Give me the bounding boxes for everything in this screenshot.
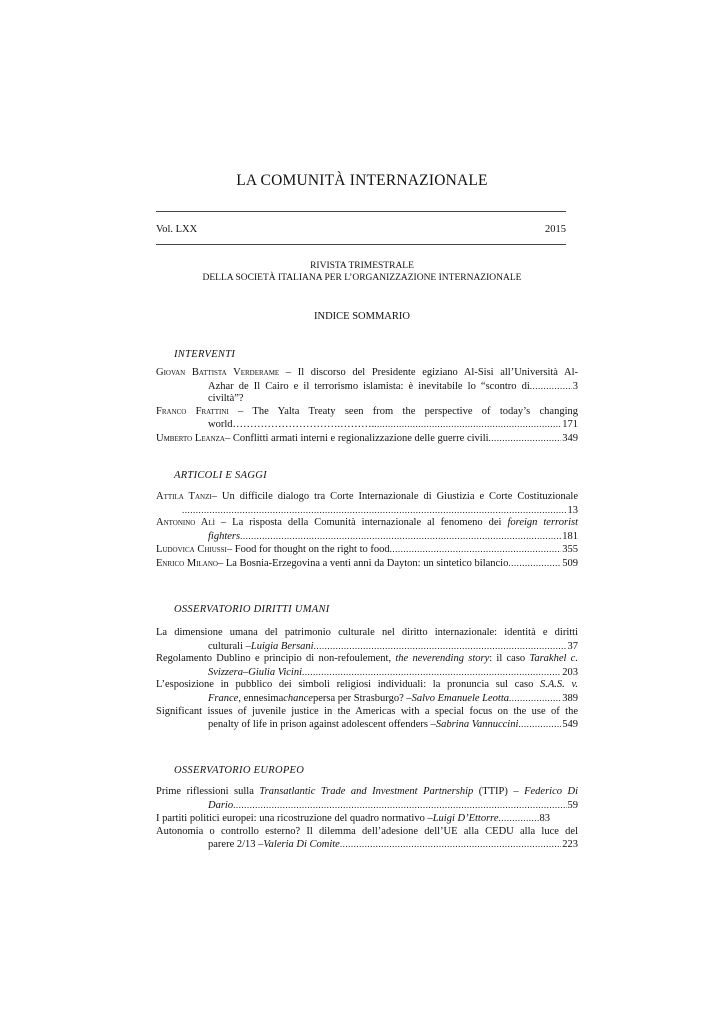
- volume-row: [156, 224, 566, 235]
- year: 2015: [545, 224, 566, 235]
- entry-text: – Food for thought on the right to food: [226, 544, 390, 556]
- page-number: 171: [562, 419, 578, 431]
- volume-number: Vol. LXX: [156, 224, 198, 235]
- entry-author: Giulia Vicini: [248, 666, 303, 678]
- toc-entry[interactable]: [156, 653, 578, 679]
- entry-text: culturali –: [208, 640, 251, 652]
- toc-entry[interactable]: [156, 491, 578, 517]
- toc-entry[interactable]: [156, 543, 578, 557]
- entry-text: – Conflitti armati interni e regionalizzazione delle guerre civili: [224, 432, 489, 444]
- entry-text: – La risposta della Comunità internazionale al fenomeno dei: [214, 517, 508, 529]
- toc-entry[interactable]: [156, 557, 578, 571]
- divider: [156, 244, 566, 245]
- toc-entry[interactable]: [156, 812, 578, 826]
- entry-text: –: [243, 666, 249, 678]
- page-number: 37: [567, 640, 578, 652]
- toc-entry[interactable]: [156, 706, 578, 732]
- entry-text: penalty of life in prison against adolescent offenders –: [208, 719, 436, 731]
- page-number: 349: [562, 432, 578, 444]
- entry-text: Tarakhel c.: [529, 653, 578, 665]
- entry-author: Ludovica Chiussi: [156, 544, 227, 556]
- page-number: 355: [562, 544, 578, 556]
- entry-author: Luigi D’Ettorre: [432, 813, 499, 825]
- subtitle-line: RIVISTA TRIMESTRALE: [310, 261, 414, 271]
- section-title: OSSERVATORIO DIRITTI UMANI: [174, 604, 330, 615]
- entry-text: France: [208, 692, 239, 704]
- entry-text: Autonomia o controllo esterno? Il dilemma dell’adesione dell’UE alla CEDU alla luce del: [156, 825, 578, 837]
- entry-text: I partiti politici europei: una ricostruzione del quadro normativo –: [156, 813, 433, 825]
- page-number: 181: [562, 530, 578, 542]
- entry-author: Salvo Emanuele Leotta: [411, 692, 510, 704]
- entry-author: Attila Tanzi: [156, 491, 212, 502]
- page-number: 203: [562, 666, 578, 678]
- entry-text: Azhar de Il Cairo e il terrorismo islamista: è inevitabile lo “scontro di civiltà”?: [208, 380, 530, 405]
- entry-author: Umberto Leanza: [156, 432, 225, 444]
- entry-text: parere 2/13 –: [208, 839, 264, 851]
- entry-text: – Il discorso del Presidente egiziano Al-Sisi all’Università Al-: [279, 367, 578, 378]
- entry-text: , ennesima: [238, 692, 284, 704]
- entry-text: Svizzera: [208, 666, 243, 678]
- entry-text: S.A.S. v.: [540, 679, 578, 691]
- toc-entry[interactable]: [156, 679, 578, 705]
- page-number: 549: [562, 719, 578, 731]
- entry-text: foreign terrorist: [507, 517, 578, 529]
- toc-entry[interactable]: [156, 432, 578, 446]
- entry-text: – Un difficile dialogo tra Corte Internazionale di Giustizia e Corte Costituzionale: [211, 491, 578, 502]
- entry-author: Valeria Di Comite: [263, 839, 340, 851]
- subtitle-line: DELLA SOCIETÀ ITALIANA PER L’ORGANIZZAZIONE INTERNAZIONALE: [202, 273, 522, 283]
- entry-text: Regolamento Dublino e principio di non-refoulement,: [156, 653, 396, 665]
- toc-entry[interactable]: [156, 517, 578, 543]
- entry-text: – The Yalta Treaty seen from the perspective of today’s changing: [228, 405, 578, 417]
- entry-text: Significant issues of juvenile justice in the Americas with a special focus on the use of the: [156, 705, 578, 717]
- entry-author: Dario: [208, 799, 234, 811]
- entry-text: world………………………….……….: [208, 419, 375, 431]
- toc-entry[interactable]: [156, 627, 578, 653]
- page-number: 389: [562, 692, 578, 704]
- entry-text: the neverending story: [395, 653, 490, 665]
- journal-title: LA COMUNITÀ INTERNAZIONALE: [236, 172, 488, 189]
- section-title: ARTICOLI E SAGGI: [174, 470, 267, 481]
- entry-text: persa per Strasburgo? –: [312, 692, 412, 704]
- entry-author: Federico Di: [524, 786, 578, 797]
- page-number: 3: [572, 380, 578, 392]
- section-title: INTERVENTI: [174, 349, 236, 360]
- entry-text: fighters: [208, 530, 241, 542]
- toc-entry[interactable]: [156, 786, 578, 812]
- entry-text: chance: [283, 692, 313, 704]
- page-number: 59: [567, 799, 578, 811]
- entry-author: Giovan Battista Verderame: [156, 367, 280, 378]
- page-number: 509: [562, 557, 578, 569]
- entry-text: La dimensione umana del patrimonio culturale nel diritto internazionale: identità e diritti: [156, 627, 578, 638]
- index-title: INDICE SOMMARIO: [314, 311, 410, 322]
- page-number: 83: [539, 813, 551, 825]
- entry-text: L’esposizione in pubblico dei simboli religiosi individuali: la pronuncia sul caso: [156, 679, 541, 691]
- toc-entry[interactable]: [156, 406, 578, 432]
- entry-author: Enrico Milano: [156, 557, 218, 569]
- toc-entry[interactable]: [156, 826, 578, 852]
- entry-text: – La Bosnia-Erzegovina a venti anni da Dayton: un sintetico bilancio: [217, 557, 509, 569]
- entry-author: Franco Frattini: [156, 405, 229, 417]
- entry-author: Luigia Bersani: [250, 640, 314, 652]
- entry-text: (TTIP) –: [473, 786, 525, 797]
- entry-text: Transatlantic Trade and Investment Partnership: [259, 786, 474, 797]
- entry-author: Antonino Alì: [156, 517, 215, 529]
- toc-entry[interactable]: [156, 367, 578, 406]
- divider: [156, 211, 566, 212]
- page-number: 223: [562, 839, 578, 851]
- section-title: OSSERVATORIO EUROPEO: [174, 765, 305, 776]
- entry-text: Prime riflessioni sulla: [156, 786, 260, 797]
- page-number: 13: [567, 504, 578, 516]
- entry-text: : il caso: [489, 653, 530, 665]
- entry-author: Sabrina Vannuccini: [435, 719, 519, 731]
